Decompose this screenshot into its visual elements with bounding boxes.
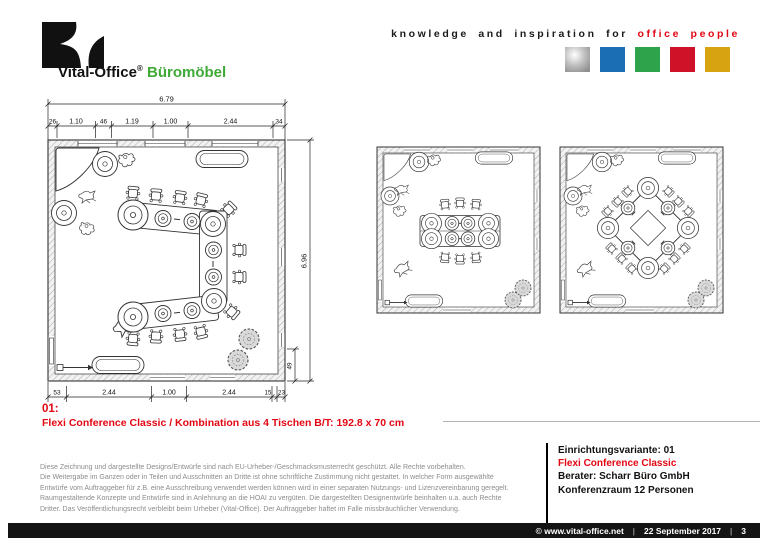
- person-figure: [119, 153, 135, 166]
- legal-disclaimer: [40, 463, 545, 515]
- brand-title: [58, 64, 226, 81]
- disclaimer-line: Die Weitergabe im Ganzen oder in Teilen und Ausschnitten an Dritte ist ohne schriftliche Zustimmung nicht gestattet. In welcher Form ausgewählte: [40, 474, 494, 482]
- corner-desk: [384, 154, 411, 181]
- vital-office-logo-icon: [42, 22, 104, 68]
- person-figure: [78, 221, 96, 238]
- svg-text:6.79: 6.79: [159, 94, 174, 104]
- footer-separator: |: [632, 525, 636, 536]
- round-chair: [52, 201, 77, 226]
- round-chair: [381, 187, 399, 205]
- plant: [688, 292, 704, 308]
- variant-number: 01:: [42, 403, 59, 415]
- blue-square: [600, 47, 625, 72]
- plant: [239, 329, 259, 349]
- disclaimer-line: Raumgestaltende Konzepte und Entwürfe sind in Anlehnung an die HOAI zu vergüten. Die dargestellten Designentwürfe beinhalten u.a. auch Rechte: [40, 495, 502, 503]
- dimension-top-labels: [49, 95, 283, 126]
- svg-text:6.96: 6.96: [299, 253, 309, 269]
- sideboard: [658, 152, 695, 164]
- divider-horizontal: [443, 421, 760, 422]
- svg-text:2.44: 2.44: [102, 389, 116, 397]
- sideboard: [475, 152, 512, 164]
- svg-text:23: 23: [278, 389, 285, 397]
- svg-text:53: 53: [53, 389, 61, 397]
- gold-square: [705, 47, 730, 72]
- silver-square: [565, 47, 590, 72]
- round-chair: [564, 187, 582, 205]
- conference-table-u: [118, 200, 227, 332]
- person-figure: [610, 155, 623, 166]
- entrance-arrow: [57, 365, 93, 371]
- footer-separator: |: [730, 525, 733, 536]
- floor-plan-variant-block: [377, 147, 540, 313]
- info-product: Flexi Conference Classic: [558, 458, 677, 470]
- svg-text:2.44: 2.44: [223, 118, 238, 126]
- svg-text:1.00: 1.00: [163, 118, 178, 126]
- info-consultant: Berater: Scharr Büro GmbH: [558, 471, 690, 483]
- red-square: [670, 47, 695, 72]
- info-variant: Einrichtungsvariante: 01: [558, 445, 675, 456]
- round-chair: [592, 152, 612, 172]
- plant: [228, 350, 248, 370]
- entrance-arrow: [385, 300, 408, 305]
- conference-table-diamond: [597, 177, 698, 278]
- registered-mark: ®: [136, 64, 143, 73]
- green-square: [635, 47, 660, 72]
- tagline-prefix: knowledge and inspiration for: [391, 28, 628, 40]
- door-left: [49, 336, 55, 366]
- corner-desk: [567, 154, 594, 181]
- person-figure: [393, 206, 406, 216]
- svg-text:34: 34: [275, 118, 283, 126]
- corner-desk: [56, 148, 99, 191]
- floor-plan-variant-diamond: [560, 147, 723, 313]
- drawing-area: [0, 90, 768, 442]
- svg-text:1.10: 1.10: [69, 118, 83, 126]
- round-chair: [409, 152, 429, 172]
- sideboard: [196, 151, 248, 168]
- svg-text:15: 15: [264, 389, 272, 397]
- brand-color-squares: [565, 47, 730, 77]
- variant-description: Flexi Conference Classic / Kombination aus 4 Tischen B/T: 192.8 x 70 cm: [42, 417, 405, 429]
- sideboard: [405, 295, 442, 307]
- plant: [505, 292, 521, 308]
- brand-name: Vital-Office: [58, 64, 137, 81]
- svg-text:1.00: 1.00: [162, 389, 176, 397]
- svg-text:26: 26: [48, 118, 57, 126]
- brand-subtitle: Büromöbel: [147, 64, 227, 81]
- person-figure: [79, 191, 96, 203]
- conference-table-block: [420, 213, 500, 248]
- tagline: [391, 28, 740, 40]
- dimension-right-labels: [287, 254, 309, 370]
- footer-bar: [8, 523, 760, 538]
- footer-copyright[interactable]: © www.vital-office.net: [535, 525, 624, 536]
- disclaimer-line: Diese Zeichnung und dargestellte Designs/Entwürfe sind nach EU-Urheber-/Geschmacksmusterrecht geschützt. Alle Rechte vorbehalten.: [40, 464, 466, 471]
- dimension-bottom-labels: [53, 390, 285, 397]
- tagline-accent: office people: [637, 28, 740, 40]
- sideboard: [92, 357, 144, 374]
- person-figure: [576, 206, 589, 216]
- sideboard: [588, 295, 625, 307]
- svg-text:1.19: 1.19: [125, 118, 139, 126]
- svg-text:46: 46: [99, 118, 108, 126]
- round-chair: [93, 152, 118, 177]
- project-info-panel: [558, 444, 694, 497]
- windows-top: [78, 141, 258, 147]
- person-figure: [393, 261, 413, 278]
- svg-text:2.44: 2.44: [222, 389, 236, 397]
- disclaimer-line: Dritter. Das Veröffentlichungsrecht verbleibt beim Urheber (Vital-Office). Der Auftraggeber haftet im Falle missbräuchlicher Verwendung.: [40, 505, 460, 513]
- disclaimer-line: Entwürfe vom Auftraggeber für z.B. eine Ausschreibung verwendet werden können wird in einer separaten Nutzungs- und Lizenzvereinbarung geregelt.: [40, 484, 509, 492]
- floor-plan-main: [46, 95, 315, 403]
- info-room: Konferenzraum 12 Personen: [558, 484, 694, 496]
- entrance-arrow: [568, 300, 591, 305]
- person-figure: [427, 155, 440, 166]
- footer-page-number: 3: [741, 525, 746, 536]
- footer-date: 22 September 2017: [644, 525, 722, 536]
- person-figure: [576, 261, 596, 278]
- divider-vertical: [546, 443, 548, 523]
- svg-text:49: 49: [286, 362, 294, 370]
